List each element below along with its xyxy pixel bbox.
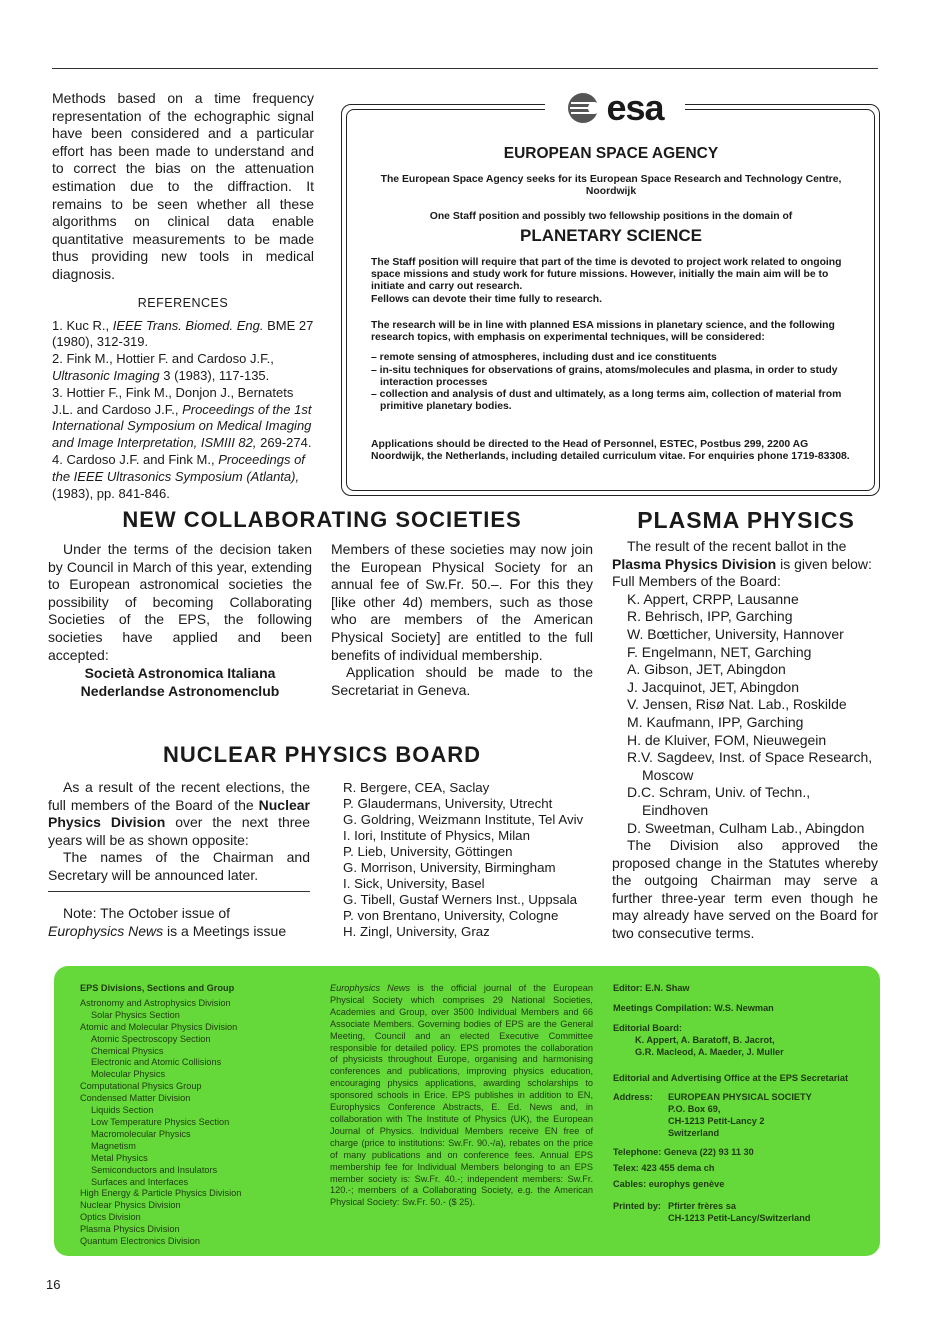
about-journal: Europhysics News <box>330 983 411 993</box>
nuclear-member: G. Morrison, University, Birmingham <box>343 860 556 875</box>
editor: Editor: E.N. Shaw <box>613 983 690 993</box>
address-lines <box>668 1092 812 1140</box>
board-line: K. Appert, A. Baratoff, B. Jacrot, <box>635 1034 775 1045</box>
printed-label: Printed by: <box>613 1200 661 1211</box>
collab-col2 <box>331 541 593 699</box>
division-item: Atomic Spectroscopy Section <box>91 1033 211 1044</box>
esa-research-block <box>371 320 851 413</box>
division-item: Computational Physics Group <box>80 1081 202 1092</box>
nuclear-p1-post: over the next three years will be as shown opposite: <box>48 814 310 848</box>
plasma-member: V. Jensen, Risø Nat. Lab., Roskilde <box>627 696 847 713</box>
eps-info-box <box>54 966 880 1256</box>
esa-research-text: The research will be in line with planned ESA missions in planetary science, and the following research topics, with emphasis on experimental techniques, will be considered: <box>371 320 835 344</box>
reference-pre: 3. Hottier F., Fink M., Donjon J., Bernatets J.L. and Cardoso J.F., <box>52 384 294 417</box>
division-item: Nuclear Physics Division <box>80 1200 181 1211</box>
collab-intro: Under the terms of the decision taken by Council in March of this year, extending to European astronomical societies the possibility of becoming Collaborating Societies of the EPS, the following societies have applied and been accepted: <box>48 541 312 663</box>
plasma-intro <box>612 538 878 573</box>
esa-intro: The European Space Agency seeks for its European Space Research and Technology Centre, Noordwijk <box>380 174 842 198</box>
reference-it: Proceedings of the 1st International Symposium on Medical Imaging and Image Interpretation, ISMIII 82, <box>52 401 312 451</box>
nuclear-member: I. Sick, University, Basel <box>343 876 485 891</box>
eps-divisions <box>80 983 305 1248</box>
esa-staff-block <box>371 257 851 306</box>
society-name: Nederlandse Astronomenclub <box>80 682 280 699</box>
reference-item <box>52 351 314 385</box>
printer-address: CH-1213 Petit-Lancy/Switzerland <box>668 1212 811 1223</box>
esa-logo <box>545 89 685 127</box>
division-item: Electronic and Atomic Collisions <box>91 1057 222 1068</box>
esa-globe-icon <box>566 91 600 125</box>
reference-post: (1983), pp. 841-846. <box>52 485 170 501</box>
note-pre: Note: The October issue of <box>63 905 231 921</box>
note-post: is a Meetings issue <box>163 922 287 939</box>
division-item: High Energy & Particle Physics Division <box>80 1188 242 1199</box>
plasma-closing: The Division also approved the proposed change in the Statutes whereby the outgoing Chairman may serve a further three-year term even though he may already have served on the Board for two consecutive terms. <box>612 837 878 942</box>
esa-logo-text: esa <box>606 87 664 128</box>
collab-societies <box>48 665 312 700</box>
address-line: EUROPEAN PHYSICAL SOCIETY <box>668 1092 812 1103</box>
esa-topic: – in-situ techniques for observations of grains, atoms/molecules and plasma, in order to study interaction processes <box>371 364 838 388</box>
plasma-intro-post: is given below: <box>776 555 872 572</box>
printed-by <box>613 1201 868 1225</box>
nuclear-member: P. Lieb, University, Göttingen <box>343 844 513 859</box>
society-name: Società Astronomica Italiana <box>84 665 276 682</box>
reference-post: 3 (1983), 117-135. <box>159 367 270 383</box>
meetings-compilation: Meetings Compilation: W.S. Newman <box>613 1002 774 1013</box>
plasma-member: K. Appert, CRPP, Lausanne <box>627 590 799 607</box>
plasma-member: R. Behrisch, IPP, Garching <box>627 608 793 625</box>
collab-heading: NEW COLLABORATING SOCIETIES <box>122 507 522 532</box>
address-line: Switzerland <box>668 1128 720 1139</box>
nuclear-paragraph <box>48 779 310 849</box>
division-item: Semiconductors and Insulators <box>91 1164 218 1175</box>
division-item: Molecular Physics <box>91 1069 166 1080</box>
collab-application-text: Application should be made to the Secretariat in Geneva. <box>331 664 593 698</box>
reference-it: Ultrasonic Imaging <box>52 367 160 383</box>
board-label: Editorial Board: <box>613 1022 682 1033</box>
page-number: 16 <box>46 1277 61 1292</box>
divisions-list <box>80 998 305 1248</box>
esa-advertisement <box>341 87 880 496</box>
printer-name: Pfirter frères sa <box>668 1200 736 1211</box>
reference-item <box>52 452 314 502</box>
nuclear-member: H. Zingl, University, Graz <box>343 924 490 939</box>
about-text: is the official journal of the European Physical Society which comprises 29 National Societies, Academies and Group, over 3500 Individual Members and 66 Associate Members. Governing bodies of EPS are the General Meeting, Council and an elected Executive Committee responsible for detailed policy. EPS promotes the collaboration of physicists throughout Europe, organising and harmonising conferences and publications, improving physics education, encouraging physics applications, awarding scholarships to sponsored schools in Erice. EPS publishes in addition to EN, Europhysics Conference Abstracts, E. Ed. News and, in collaboration with The Institute of Physics (UK), the European Journal of Physics. Individual Members receive EN free of charge (price to institutions: Sw.Fr. 90.-/a), rebates on the price of many publications and on conference fees. Annual EPS membership fee for Individual Members belonging to an EPS member society is: Sw.Fr. 40.-; independent members: Sw.Fr. 120.-; members of a Collaborating Society, e.g. the American Physical Society: Sw.Fr. 50.- ($ 25). <box>330 983 593 1208</box>
plasma-division-name: Plasma Physics Division <box>612 555 777 572</box>
nuclear-division-name: Nuclear Physics Division <box>48 796 310 831</box>
esa-applications: Applications should be directed to the Head of Personnel, ESTEC, Postbus 299, 2200 AG Noordwijk, the Netherlands, including detailed curriculum vitae. For enquiries phone 1719-83308. <box>371 439 850 463</box>
esa-topic: – collection and analysis of dust and ultimately, as a long terms aim, collection of material from primitive planetary bodies. <box>371 389 842 413</box>
nuclear-member: P. von Brentano, University, Cologne <box>343 908 559 923</box>
nuclear-member: P. Glaudermans, University, Utrecht <box>343 796 553 811</box>
office: Editorial and Advertising Office at the EPS Secretariat <box>613 1072 849 1083</box>
division-item: Condensed Matter Division <box>80 1093 191 1104</box>
plasma-board-label: Full Members of the Board: <box>612 573 781 590</box>
esa-topics-list <box>371 352 851 413</box>
nuclear-member: I. Iori, Institute of Physics, Milan <box>343 828 530 843</box>
plasma-member: A. Gibson, JET, Abingdon <box>627 661 786 678</box>
reference-it: IEEE Trans. Biomed. Eng. <box>112 317 264 333</box>
note-journal: Europhysics News <box>48 922 164 939</box>
meetings-note <box>48 905 310 940</box>
article-continuation <box>52 90 314 502</box>
division-item: Optics Division <box>80 1212 141 1223</box>
address-line: P.O. Box 69, <box>668 1104 721 1115</box>
address <box>613 1092 868 1140</box>
nuclear-p1-pre: As a result of the recent elections, the full members of the Board of the <box>48 779 310 813</box>
division-item: Magnetism <box>91 1140 136 1151</box>
reference-pre: 2. Fink M., Hottier F. and Cardoso J.F., <box>52 351 274 367</box>
division-item: Plasma Physics Division <box>80 1224 180 1235</box>
reference-pre: 1. Kuc R., <box>52 317 113 333</box>
plasma-member: F. Engelmann, NET, Garching <box>627 643 812 660</box>
esa-agency-name: EUROPEAN SPACE AGENCY <box>503 145 719 162</box>
nuclear-text <box>48 779 310 885</box>
reference-post: BME 27 (1980), 312-319. <box>52 317 314 350</box>
references-list <box>52 318 314 503</box>
nuclear-chairman-note: The names of the Chairman and Secretary will be announced later. <box>48 849 310 883</box>
plasma-member: J. Jacquinot, JET, Abingdon <box>627 678 799 695</box>
plasma-member: D. Sweetman, Culham Lab., Abingdon <box>627 819 865 836</box>
plasma-member: M. Kaufmann, IPP, Garching <box>627 713 804 730</box>
reference-item <box>52 385 314 452</box>
eps-about <box>330 983 593 1209</box>
division-item: Atomic and Molecular Physics Division <box>80 1021 238 1032</box>
reference-item <box>52 318 314 352</box>
esa-staff-text: The Staff position will require that part of the time is devoted to project work related to ongoing space missions and study work for future missions. However, initially the main aim will be to initiate and carry out research. <box>371 257 842 293</box>
address-label: Address: <box>613 1092 653 1103</box>
reference-it: Proceedings of the IEEE Ultrasonics Symposium (Atlanta), <box>52 451 305 484</box>
telephone: Telephone: Geneva (22) 93 11 30 <box>613 1147 754 1158</box>
esa-domain: PLANETARY SCIENCE <box>520 226 702 245</box>
plasma-member: D.C. Schram, Univ. of Techn., Eindhoven <box>627 784 811 818</box>
division-item: Astronomy and Astrophysics Division <box>80 997 231 1008</box>
plasma-member: H. de Kluiver, FOM, Nieuwegein <box>627 731 827 748</box>
plasma-member: R.V. Sagdeev, Inst. of Space Research, Moscow <box>627 749 873 783</box>
printed-lines <box>668 1201 810 1225</box>
division-item: Liquids Section <box>91 1105 154 1116</box>
collab-membership-text: Members of these societies may now join the European Physical Society for an annual fee of Sw.Fr. 50.–. For this they [like other 4d) members, such as those who are members of the American Physical Society] are entitled to the full benefits of individual membership. <box>331 541 593 663</box>
eps-editorial <box>613 983 868 1225</box>
division-item: Quantum Electronics Division <box>80 1236 200 1247</box>
top-rule <box>52 68 878 69</box>
nuclear-rule <box>48 891 310 892</box>
references-heading: REFERENCES <box>137 295 229 310</box>
article-paragraph: Methods based on a time frequency representation of the echographic signal have been considered and a particular effort has been made to understand and to correct the bias on the attenuation estimation due to the diffraction. It remains to be seen whether all these algorithms on clinical data enable quantitative measurements to be made thus providing new tools in medical diagnosis. <box>52 90 314 282</box>
board-line: G.R. Macleod, A. Maeder, J. Muller <box>635 1046 784 1057</box>
division-item: Low Temperature Physics Section <box>91 1116 230 1127</box>
nuclear-member: R. Bergere, CEA, Saclay <box>343 780 490 795</box>
division-item: Surfaces and Interfaces <box>91 1176 189 1187</box>
divisions-heading: EPS Divisions, Sections and Group <box>80 983 235 993</box>
division-item: Metal Physics <box>91 1152 148 1163</box>
plasma-intro-pre: The result of the recent ballot in the <box>627 538 847 554</box>
plasma-members-list <box>612 591 878 837</box>
esa-fellows-text: Fellows can devote their time fully to research. <box>371 293 602 305</box>
esa-topic: – remote sensing of atmospheres, including dust and ice constituents <box>371 352 717 364</box>
nuclear-member: G. Goldring, Weizmann Institute, Tel Aviv <box>343 812 584 827</box>
division-item: Solar Physics Section <box>91 1009 180 1020</box>
nuclear-heading: NUCLEAR PHYSICS BOARD <box>162 742 482 767</box>
division-item: Macromolecular Physics <box>91 1128 191 1139</box>
address-line: CH-1213 Petit-Lancy 2 <box>668 1116 765 1127</box>
nuclear-members-list <box>343 780 605 940</box>
plasma-heading: PLASMA PHYSICS <box>637 507 855 533</box>
cables: Cables: europhys genève <box>613 1178 725 1189</box>
telex: Telex: 423 455 dema ch <box>613 1162 715 1173</box>
esa-positions: One Staff position and possibly two fellowship positions in the domain of <box>429 211 793 222</box>
plasma-column <box>612 538 878 943</box>
nuclear-member: G. Tibell, Gustaf Werners Inst., Uppsala <box>343 892 578 907</box>
division-item: Chemical Physics <box>91 1045 164 1056</box>
collab-col1 <box>48 541 312 700</box>
plasma-member: W. Bœtticher, University, Hannover <box>627 625 844 642</box>
reference-post: 269-274. <box>256 435 312 451</box>
reference-pre: 4. Cardoso J.F. and Fink M., <box>52 451 219 467</box>
